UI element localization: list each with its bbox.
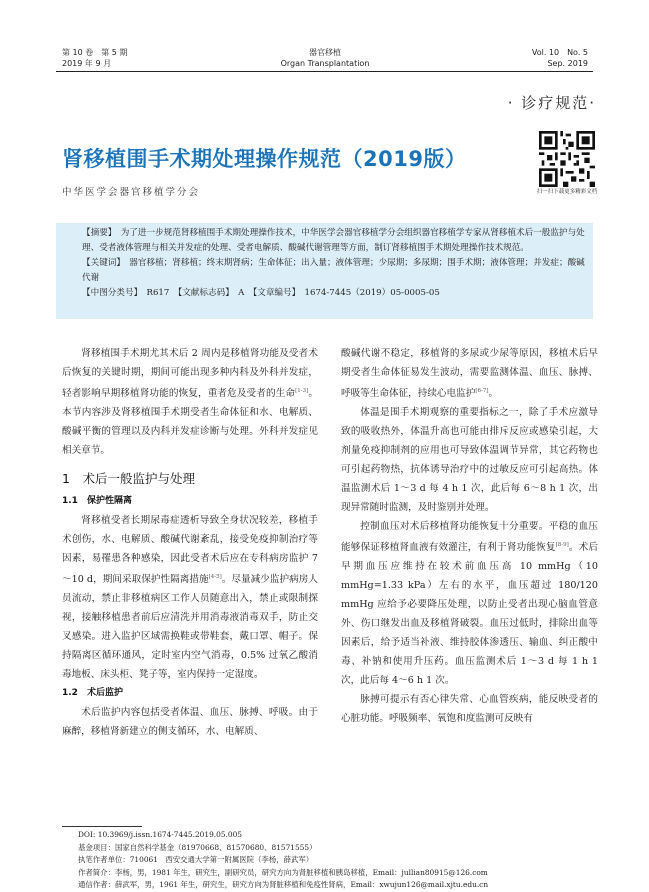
corresponding-author-line: 通信作者：薛武军，男，1961 年生，研究生，研究方向为肾脏移植和免疫性肾病，Email：xwujun126@mail.xjtu.edu.cn bbox=[78, 880, 489, 890]
qr-code-icon bbox=[539, 131, 595, 187]
right-column bbox=[341, 344, 598, 728]
doc-code-value: A bbox=[238, 288, 245, 298]
header-date-en: Sep. 2019 bbox=[547, 59, 588, 68]
author-bio-line: 作者简介：李杨，男，1981 年生，研究生，副研究员，研究方向为肾脏移植和胰岛移植，Email：jullian80915@126.com bbox=[78, 867, 488, 877]
doi-line: DOI: 10.3969/j.issn.1674-7445.2019.05.005 bbox=[78, 830, 242, 839]
footnote-rule bbox=[62, 826, 142, 827]
classification-line bbox=[82, 286, 587, 301]
paragraph-pulse: 脉搏可提示有否心律失常、心血管疾病，能反映受者的心脏功能。呼吸频率、氧饱和度监测可反映有 bbox=[341, 694, 598, 725]
doc-code-label: 【文献标志码】 bbox=[177, 288, 230, 298]
clc-label: 【中图分类号】 bbox=[82, 288, 138, 298]
author-org: 中华医学会器官移植学分会 bbox=[62, 187, 201, 198]
header-rule bbox=[56, 71, 593, 72]
header-journal-cn: 器官移植 bbox=[309, 48, 341, 57]
paragraph-temperature: 体温是围手术期观察的重要指标之一，除了手术应激导致的吸收热外，体温升高也可能由排斥反应或感染引起，大剂量免疫抑制剂的应用也可导致体温调节异常，其它药物也可引起药物热，抗体诱导治疗中的过敏反应可引起高热。体温监测术后 1～3 d 每 4 h 1 次，此后每 6～8 h 1 次，出现异常随时监测，及时鉴别并处理。 bbox=[341, 407, 598, 514]
section-heading-1: 1 术后一般监护与处理 bbox=[62, 471, 195, 487]
article-no-label: 【文章编号】 bbox=[252, 288, 296, 298]
article-title: 肾移植围手术期处理操作规范（2019版） bbox=[62, 147, 467, 171]
unit-line: 执笔作者单位：710061 西安交通大学第一附属医院（李杨，薛武军） bbox=[78, 855, 314, 865]
paragraph-blood-pressure: 控制血压对术后移植肾功能恢复十分重要。平稳的血压能够保证移植肾血液有效灌注，有利于肾功能恢复[8-9]。术后早期血压应维持在较术前血压高 10 mmHg（10 mmHg=1.33 kPa）左右的水平，血压超过 180/120 mmHg 应给予必要降压处理，以防止受者出现心脑血管意外、伤口继发出血及移植肾破裂。血压过低时，排除出血等因素后，给予适当补液、维持胶体渗透压、输血、纠正酸中毒、补钠和使用升压药。血压监测术后 1～3 d 每 1 h 1 次，此后每 4～6 h 1 次。 bbox=[341, 521, 599, 687]
intro-paragraph: 肾移植围手术期尤其术后 2 周内是移植肾功能及受者术后恢复的关键时期，期间可能出现多种内科及外科并发症，轻者影响早期移植肾功能的恢复，重者危及受者的生命[1-3]。本节内容涉及肾移植围手术期受者生命体征和水、电解质、酸碱平衡的管理以及内科并发症诊断与处理。外科并发症见相关章节。 bbox=[62, 348, 319, 457]
footnotes bbox=[78, 829, 598, 892]
abstract-box bbox=[56, 223, 593, 319]
header-journal-en: Organ Transplantation bbox=[280, 59, 370, 68]
paragraph-1-2: 术后监护内容包括受者体温、血压、脉搏、呼吸。由于麻醉，移植肾新建立的侧支循环，水、电解质、 bbox=[62, 707, 318, 738]
clc-value: R617 bbox=[146, 288, 170, 298]
abstract-body: 为了进一步规范肾移植围手术期处理操作技术，中华医学会器官移植学分会组织器官移植学专家从肾移植术后一般监护与处理、受者液体管理与相关并发症的处理、受者电解质、酸碱代谢管理等方面，制订肾移植围手术期处理操作技术规范。 bbox=[82, 228, 585, 253]
citation: [4-5] bbox=[208, 574, 222, 581]
qr-caption: 扫一扫下载更多精彩文档 bbox=[536, 189, 598, 195]
keywords: 器官移植；肾移植；终末期肾病；生命体征；出入量；液体管理；少尿期；多尿期；围手术期；液体管理；并发症；酸碱代谢 bbox=[82, 258, 585, 283]
left-column bbox=[62, 344, 318, 741]
citation: [8-9] bbox=[555, 542, 569, 549]
header-date: 2019 年 9 月 bbox=[62, 59, 112, 68]
abstract-label: 【摘要】 bbox=[82, 228, 113, 238]
keywords-label: 【关键词】 bbox=[82, 258, 121, 268]
citation: [6-7] bbox=[475, 388, 489, 394]
subsection-heading-1-1: 1.1 保护性隔离 bbox=[62, 496, 132, 507]
keywords-line bbox=[82, 256, 587, 286]
header-volume-issue: 第 10 卷 第 5 期 bbox=[62, 48, 128, 57]
paragraph-1-1: 肾移植受者长期尿毒症透析导致全身状况较差，移植手术创伤，水、电解质、酸碱代谢紊乱，接受免疫抑制治疗等因素，易罹患各种感染，因此受者术后应在专科病房监护 7～10 d，期间采取保护性隔离措施[4-5]。尽量减少监护病房人员流动，禁止非移植病区工作人员随意出入，禁止或限制探视，接触移植患者前后应清洗并用消毒液消毒双手，防止交叉感染。进入监护区域需换鞋或带鞋套，戴口罩、帽子。保持隔离区循环通风，定时室内空气消毒，0.5% 过氧乙酸消毒地板、床头柜、凳子等，室内保持一定湿度。 bbox=[62, 515, 318, 681]
fund-line: 基金项目：国家自然科学基金（81970668、81570680、81571555） bbox=[78, 842, 317, 852]
paragraph-continued: 酸碱代谢不稳定，移植肾的多尿或少尿等原因，移植术后早期受者生命体征易发生波动，需要监测体温、血压、脉搏、呼吸等生命体征，持续心电监护[6-7]。 bbox=[341, 348, 598, 400]
article-no-value: 1674-7445（2019）05-0005-05 bbox=[304, 288, 440, 298]
abstract-text bbox=[82, 226, 587, 256]
subsection-heading-1-2: 1.2 术后监护 bbox=[62, 688, 123, 699]
header-vol-no-en: Vol. 10 No. 5 bbox=[531, 48, 588, 57]
section-tag: · 诊疗规范· bbox=[507, 94, 596, 112]
citation: [1-3] bbox=[295, 388, 309, 394]
